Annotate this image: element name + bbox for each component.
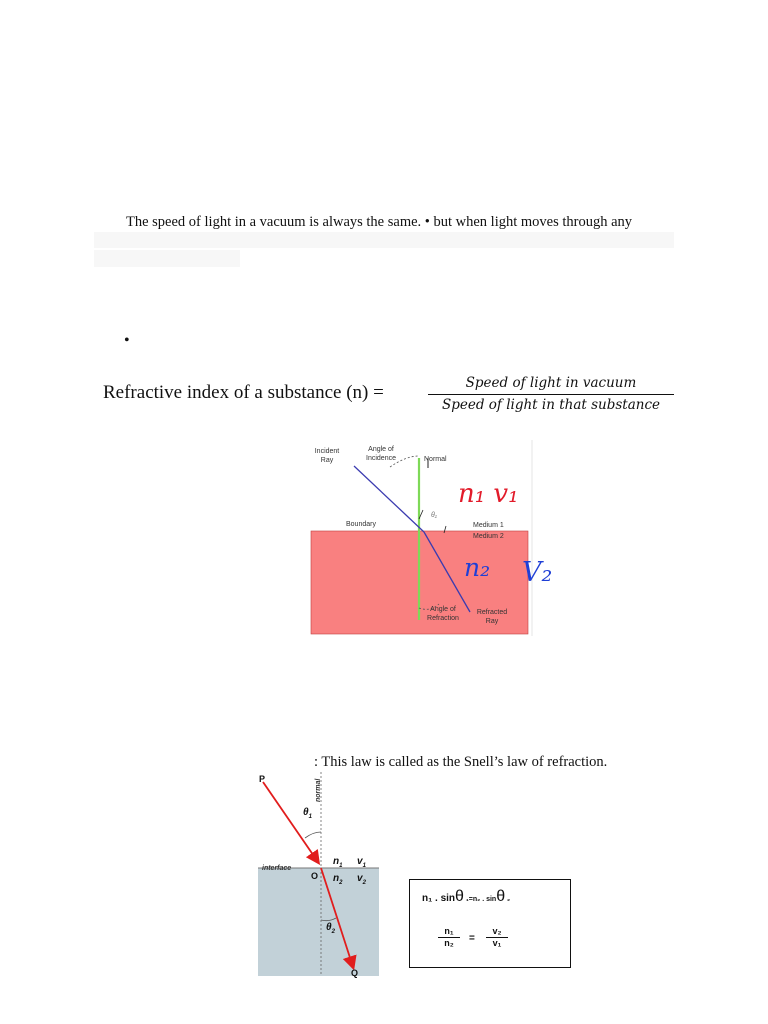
incident-ray (263, 782, 318, 862)
theta1-label: $\theta_1$ (303, 807, 312, 820)
theta1-mark: θ₁ (431, 512, 438, 519)
refractive-index-fraction (428, 375, 674, 413)
refraction-angle-label-2: Refraction (427, 615, 459, 622)
incidence-label-2: Incidence (366, 455, 396, 462)
v1-label: $v_1$ (357, 856, 366, 869)
incident-ray-label-2: Ray (320, 457, 334, 464)
fraction-numerator: v₂ (486, 926, 508, 938)
refraction-diagram (300, 440, 562, 640)
interface-label: interface (262, 865, 292, 872)
theta2-label: $\theta_2$ (326, 922, 335, 935)
handwritten-n2: n₂ (464, 553, 491, 582)
n2-label: $n_2$ (333, 873, 343, 886)
refracted-ray-label-2: Ray (485, 618, 499, 625)
fraction-denominator: n₂ (444, 938, 454, 948)
formula-part: ₂ (505, 896, 511, 903)
faint-text-block (94, 232, 674, 248)
intro-paragraph: The speed of light in a vacuum is always the same. • but when light moves through any (126, 214, 633, 230)
point-q: Q (351, 968, 359, 978)
theta-symbol: θ (455, 888, 464, 905)
formula-label: Refractive index of a substance (n) = (103, 382, 384, 403)
theta1-arc (305, 832, 321, 838)
equals-sign: = (469, 933, 475, 944)
normal-label: normal (315, 778, 322, 802)
boundary-label: Boundary (346, 521, 376, 528)
v2-label: $v_2$ (357, 873, 366, 886)
fraction-numerator: Speed of light in vacuum (428, 375, 674, 395)
formula-part: ₁=n₂ . sin (463, 896, 497, 903)
snell-ray-diagram (254, 770, 384, 980)
incidence-label-1: Angle of (368, 446, 394, 453)
snell-law-caption: : This law is called as the Snell’s law of refraction. (314, 754, 608, 770)
fraction-denominator: Speed of light in that substance (441, 397, 660, 413)
medium2-label: Medium 2 (473, 533, 504, 540)
handwritten-n1-v1: n₁ v₁ (458, 479, 519, 509)
faint-text-block (94, 250, 240, 267)
n1-label: $n_1$ (333, 856, 343, 869)
theta-symbol: θ (496, 888, 506, 905)
v-ratio-fraction (486, 926, 508, 948)
fraction-denominator: v₁ (492, 938, 502, 948)
refraction-angle-label-1: Angle of (430, 606, 456, 613)
n-ratio-fraction (438, 926, 460, 948)
fraction-numerator: n₁ (438, 926, 460, 938)
snell-formula-box (409, 879, 571, 968)
medium2-region (258, 868, 379, 976)
handwritten-v2: V₂ (522, 557, 553, 588)
normal-label: Normal (424, 456, 447, 463)
refracted-ray-label-1: Refracted (476, 609, 508, 616)
point-p: P (259, 774, 266, 784)
medium1-label: Medium 1 (473, 522, 504, 529)
point-o: O (311, 871, 319, 881)
snell-formula-line (422, 888, 510, 906)
formula-part: n₁ . sin (422, 893, 456, 904)
bullet-point: • (124, 332, 130, 349)
incident-ray-label-1: Incident (314, 448, 340, 455)
